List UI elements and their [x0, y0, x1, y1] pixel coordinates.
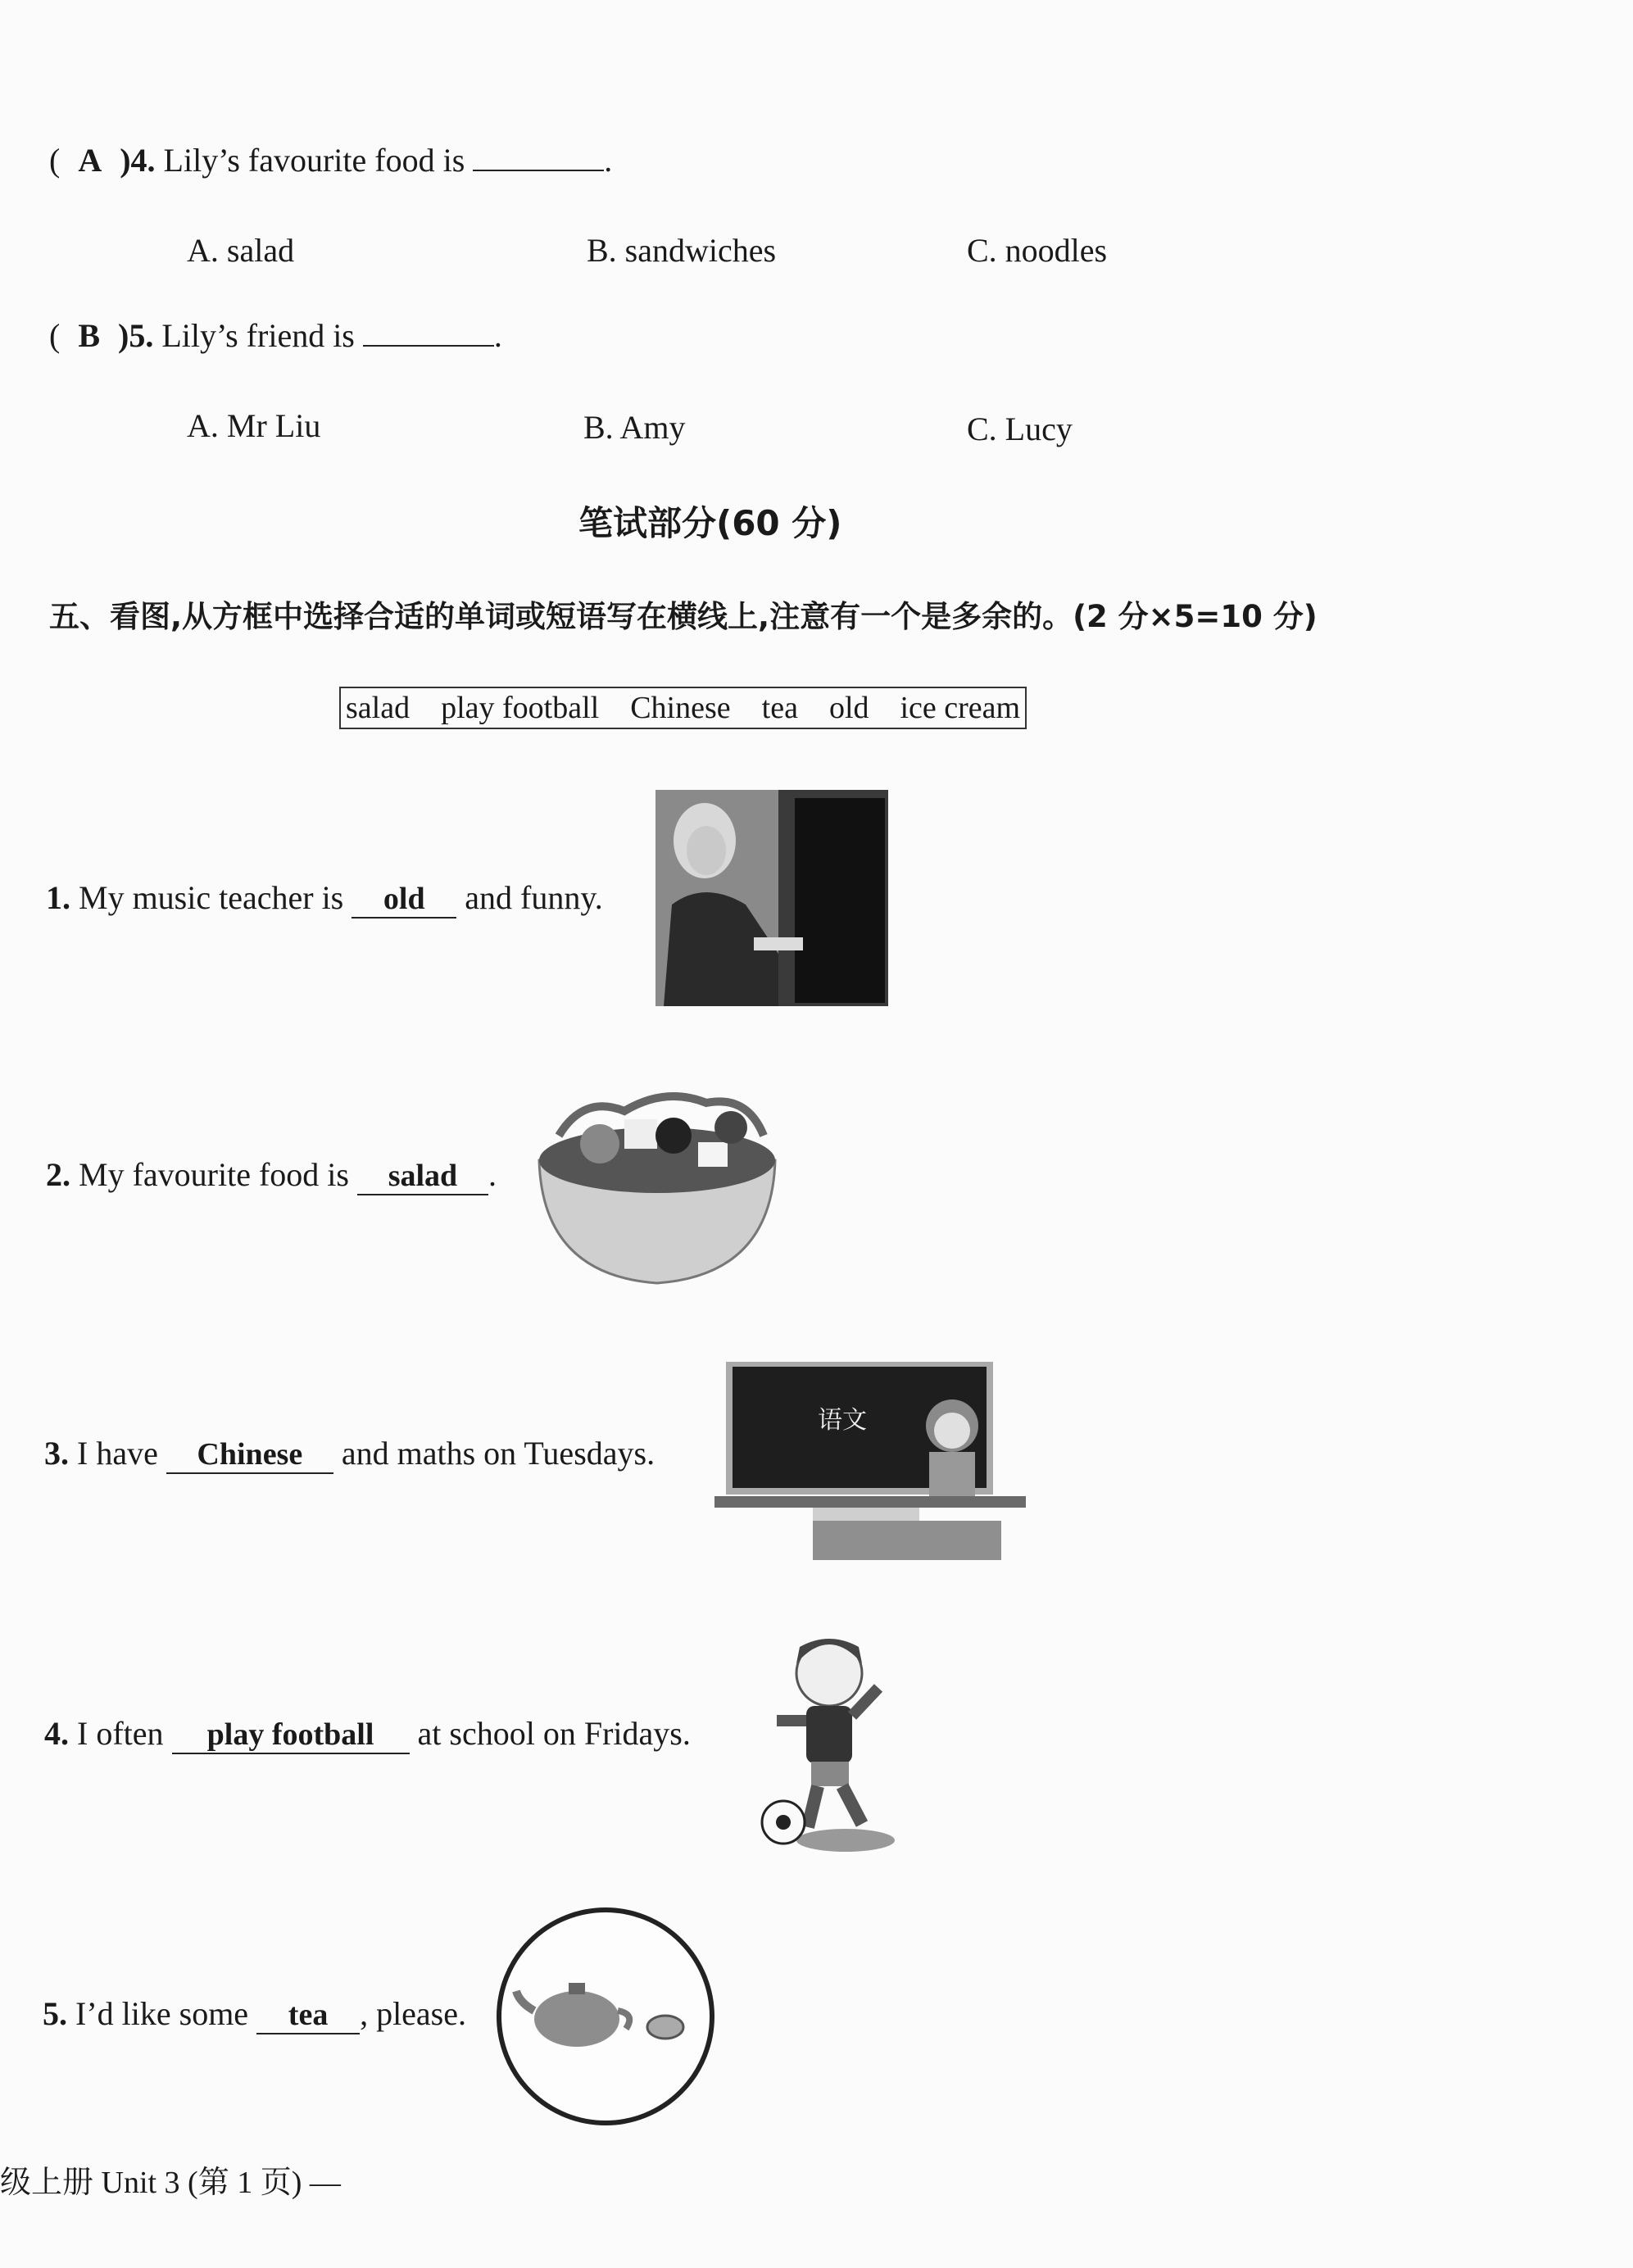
q5-option-a: A. Mr Liu: [187, 407, 321, 444]
word-box: [339, 687, 1027, 729]
q4-option-b: B. sandwiches: [587, 232, 777, 269]
word-box-item: play football: [441, 691, 600, 725]
instruction: 五、看图,从方框中选择合适的单词或短语写在横线上,注意有一个是多余的。(2 分×5=10 分): [49, 599, 1318, 634]
answer-q4: A: [78, 142, 102, 179]
blackboard-text: 语文: [818, 1406, 867, 1435]
answer-2: salad: [357, 1158, 488, 1195]
question-5: ( B )5. Lily’s friend is .: [49, 317, 502, 354]
question-4: ( A )4. Lily’s favourite food is .: [49, 142, 613, 179]
q5-option-c: C. Lucy: [967, 411, 1073, 447]
music-teacher-image: [655, 790, 888, 1006]
item-4: 4. I often play football at school on Fridays.: [44, 1714, 691, 1754]
answer-3: Chinese: [166, 1436, 333, 1474]
salad-bowl-image: [534, 1070, 780, 1291]
item-3: 3. I have Chinese and maths on Tuesdays.: [44, 1434, 655, 1474]
item-2: 2. My favourite food is salad .: [46, 1155, 497, 1195]
q4-option-c: C. noodles: [967, 232, 1108, 269]
q5-option-b: B. Amy: [583, 409, 686, 446]
word-box-item: tea: [761, 691, 798, 725]
teapot-image: [495, 1906, 716, 2127]
boy-football-image: [747, 1631, 898, 1857]
item-5: 5. I’d like some tea , please.: [43, 1994, 466, 2034]
blank-q4: [473, 145, 604, 171]
page-footer: 级上册 Unit 3 (第 1 页) —: [0, 2166, 341, 2200]
word-box-item: Chinese: [630, 691, 731, 725]
answer-5: tea: [256, 1997, 360, 2034]
section-title: 笔试部分(60 分): [578, 503, 842, 543]
q4-option-a: A. salad: [187, 232, 295, 269]
word-box-item: old: [828, 691, 869, 725]
word-box-item: ice cream: [900, 691, 1021, 725]
answer-4: play football: [172, 1717, 410, 1754]
item-1: 1. My music teacher is old and funny.: [46, 878, 603, 919]
answer-1: old: [352, 881, 456, 919]
word-box-item: salad: [346, 691, 411, 725]
answer-q5: B: [78, 317, 101, 354]
blank-q5: [363, 320, 494, 347]
classroom-image: [714, 1360, 1026, 1562]
